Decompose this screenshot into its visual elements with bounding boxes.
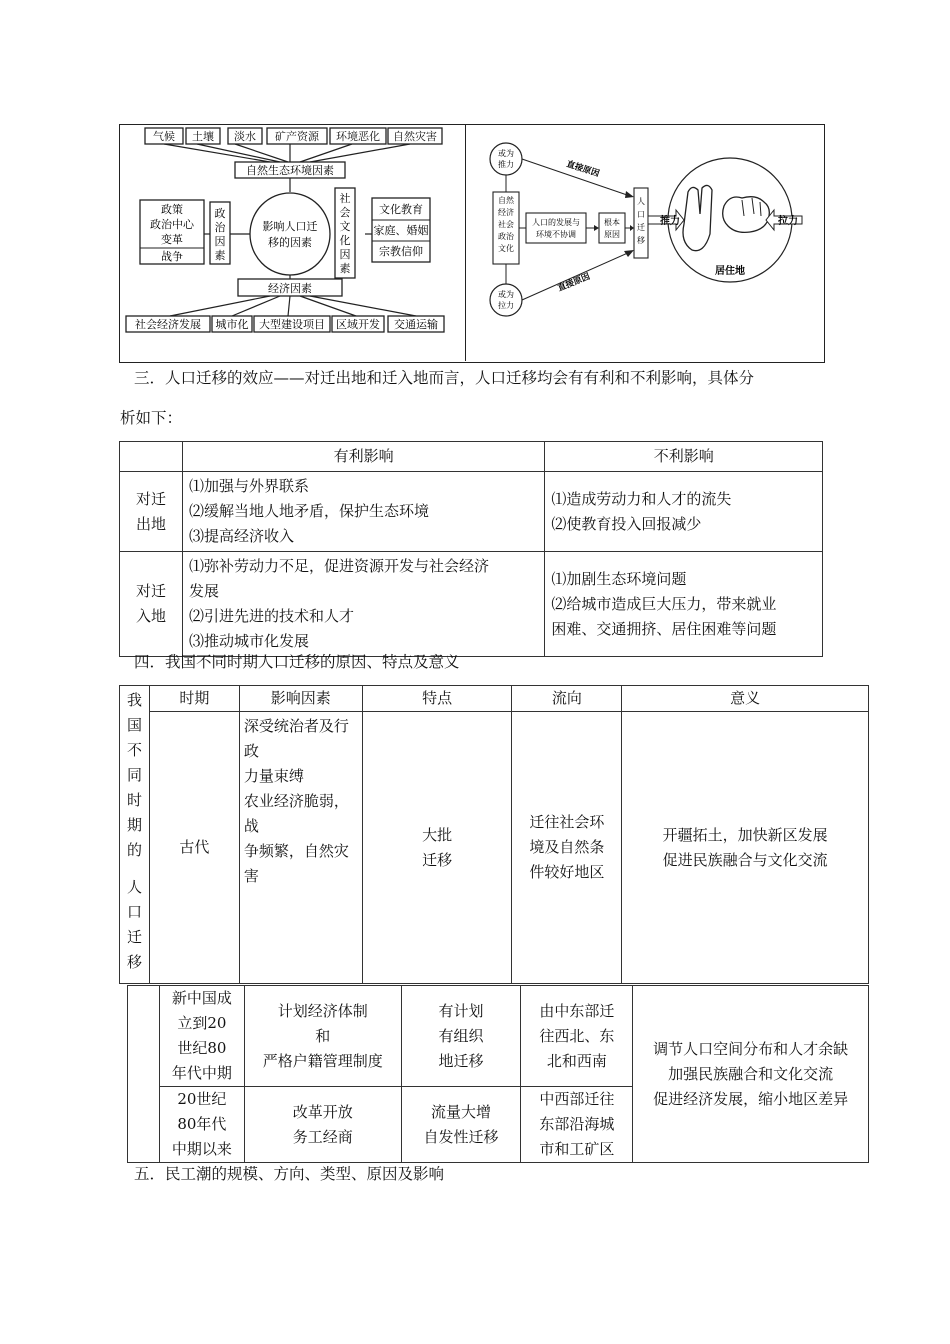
- politics-item: 政治中心: [150, 218, 194, 231]
- svg-text:推力: 推力: [498, 160, 514, 169]
- side-label: 我 国 不 同 时 期 的 人 口 迁 移: [120, 686, 150, 984]
- svg-text:社: 社: [339, 192, 351, 205]
- effects-table: [119, 441, 823, 657]
- text-line: ⑶提高经济收入: [188, 527, 294, 545]
- modern-period-1: 新中国成 立到20 世纪80 年代中期: [159, 986, 244, 1087]
- text-line: ⑴加剧生态环境问题: [551, 569, 687, 588]
- economy-item: 交通运输: [394, 318, 438, 331]
- text-line: ⑴造成劳动力和人才的流失: [551, 489, 732, 508]
- ancient-flow: 迁往社会环 境及自然条 件较好地区: [512, 712, 622, 984]
- header-flow: 流向: [512, 686, 622, 712]
- periods-table-modern: [127, 985, 869, 1163]
- periods-table-ancient: [119, 685, 869, 984]
- ancient-factors: 深受统治者及行政 力量束缚 农业经济脆弱，战 争频繁，自然灾害: [239, 712, 362, 984]
- svg-text:文: 文: [339, 220, 351, 233]
- social-item: 家庭、婚姻: [373, 224, 429, 237]
- economy-item: 城市化: [215, 318, 249, 331]
- svg-text:社会: 社会: [498, 220, 514, 229]
- text-line: ⑵给城市造成巨大压力，带来就业: [551, 594, 777, 613]
- mismatch-line2: 环境不协调: [536, 230, 576, 239]
- modern-feature-1: 有计划 有组织 地迁移: [401, 986, 521, 1087]
- nature-factor-label: 自然生态环境因素: [246, 164, 334, 177]
- text-line: ⑶推动城市化发展: [188, 632, 309, 650]
- direct-cause-top: 直接原因: [565, 159, 601, 180]
- politics-label-char: 治: [214, 221, 226, 234]
- economy-item: 大型建设项目: [259, 318, 325, 331]
- svg-text:口: 口: [637, 210, 645, 219]
- origin-unfavorable: [545, 472, 823, 552]
- mismatch-line1: 人口的发展与: [532, 218, 580, 227]
- section5-heading: 五．民工潮的规模、方向、类型、原因及影响: [134, 1165, 445, 1183]
- svg-text:化: 化: [339, 234, 351, 247]
- text-line: 困难、交通拥挤、居住困难等问题: [551, 619, 777, 638]
- politics-label-char: 因: [214, 235, 226, 248]
- top-box-label: 环境恶化: [336, 130, 380, 143]
- header-period: 时期: [149, 686, 239, 712]
- svg-text:自然: 自然: [498, 196, 514, 205]
- svg-text:文化: 文化: [498, 244, 514, 253]
- svg-text:人: 人: [637, 197, 645, 206]
- text-line: ⑵缓解当地人地矛盾，保护生态环境: [188, 502, 429, 520]
- svg-text:会: 会: [339, 206, 351, 219]
- top-box-label: 土壤: [192, 130, 214, 143]
- header-feature: 特点: [362, 686, 512, 712]
- economy-item: 区域开发: [336, 318, 380, 331]
- social-item: 文化教育: [379, 203, 423, 216]
- effects-corner-cell: [120, 442, 183, 472]
- center-circle: [250, 193, 330, 275]
- ancient-period: 古代: [149, 712, 239, 984]
- ancient-meaning: 开疆拓土，加快新区发展 促进民族融合与文化交流: [622, 712, 869, 984]
- section3-heading-line1: 三．人口迁移的效应——对迁出地和迁入地而言，人口迁移均会有有利和不利影响，具体分: [134, 369, 755, 387]
- politics-item: 政策: [161, 203, 183, 216]
- section3-heading-line2: 析如下：: [120, 409, 183, 427]
- svg-text:或为: 或为: [498, 149, 514, 158]
- center-label-line1: 影响人口迁: [262, 220, 318, 233]
- top-box-label: 气候: [153, 130, 175, 143]
- svg-text:或为: 或为: [498, 290, 514, 299]
- top-box-label: 自然灾害: [393, 130, 437, 143]
- push-circle: [490, 143, 522, 175]
- modern-flow-1: 由中东部迁 往西北、东 北和西南: [521, 986, 633, 1087]
- pull-arrow-label: 拉力: [778, 216, 798, 227]
- migration-factors-diagram: [120, 124, 465, 361]
- push-arrow-label: 推力: [660, 216, 680, 227]
- svg-text:移: 移: [637, 236, 645, 245]
- svg-text:素: 素: [339, 262, 351, 275]
- push-pull-diagram: [466, 124, 822, 361]
- origin-favorable: [182, 472, 544, 552]
- svg-text:根本: 根本: [604, 218, 620, 227]
- politics-label-char: 素: [214, 249, 226, 262]
- modern-factors-2: 改革开放 务工经商: [244, 1087, 401, 1163]
- politics-item: 变革: [161, 233, 183, 246]
- modern-meaning: 调节人口空间分布和人才余缺 加强民族融合和文化交流 促进经济发展，缩小地区差异: [633, 986, 869, 1163]
- center-label-line2: 移的因素: [268, 236, 312, 249]
- economy-item: 社会经济发展: [135, 318, 201, 331]
- section4-heading: 四．我国不同时期人口迁移的原因、特点及意义: [134, 653, 460, 671]
- pull-circle: [490, 284, 522, 316]
- open-hand-icon: [683, 185, 712, 250]
- destination-unfavorable: [545, 552, 823, 657]
- fist-icon: [723, 197, 770, 233]
- row-origin-label: 对迁 出地: [120, 472, 183, 552]
- svg-text:迁: 迁: [637, 223, 645, 232]
- modern-factors-1: 计划经济体制 和 严格户籍管理制度: [244, 986, 401, 1087]
- modern-feature-2: 流量大增 自发性迁移: [401, 1087, 521, 1163]
- svg-text:因: 因: [339, 248, 351, 261]
- top-box-label: 矿产资源: [275, 130, 319, 143]
- modern-side-cell: [128, 986, 160, 1163]
- text-line: ⑵引进先进的技术和人才: [188, 607, 354, 625]
- header-meaning: 意义: [622, 686, 869, 712]
- svg-text:经济: 经济: [498, 208, 514, 217]
- politics-label-char: 政: [214, 207, 226, 220]
- svg-text:原因: 原因: [604, 230, 620, 239]
- residence-label: 居住地: [715, 266, 745, 277]
- text-line: ⑴加强与外界联系: [188, 477, 309, 495]
- text-line: 发展: [188, 582, 219, 600]
- modern-flow-2: 中西部迁往 东部沿海城 市和工矿区: [521, 1087, 633, 1163]
- header-factors: 影响因素: [239, 686, 362, 712]
- text-line: ⑵使教育投入回报减少: [551, 514, 702, 533]
- svg-text:政治: 政治: [498, 232, 514, 241]
- direct-cause-bottom: 直接原因: [556, 271, 592, 294]
- col-unfavorable: 不利影响: [545, 442, 823, 472]
- modern-period-2: 20世纪 80年代 中期以来: [159, 1087, 244, 1163]
- text-line: ⑴弥补劳动力不足，促进资源开发与社会经济: [188, 557, 489, 575]
- ancient-feature: 大批 迁移: [362, 712, 512, 984]
- col-favorable: 有利影响: [182, 442, 544, 472]
- economy-label: 经济因素: [268, 282, 312, 295]
- destination-favorable: [182, 552, 544, 657]
- social-item: 宗教信仰: [379, 245, 423, 258]
- politics-item: 战争: [161, 250, 183, 263]
- svg-text:拉力: 拉力: [498, 301, 514, 310]
- top-box-label: 淡水: [234, 130, 256, 143]
- row-destination-label: 对迁 入地: [120, 552, 183, 657]
